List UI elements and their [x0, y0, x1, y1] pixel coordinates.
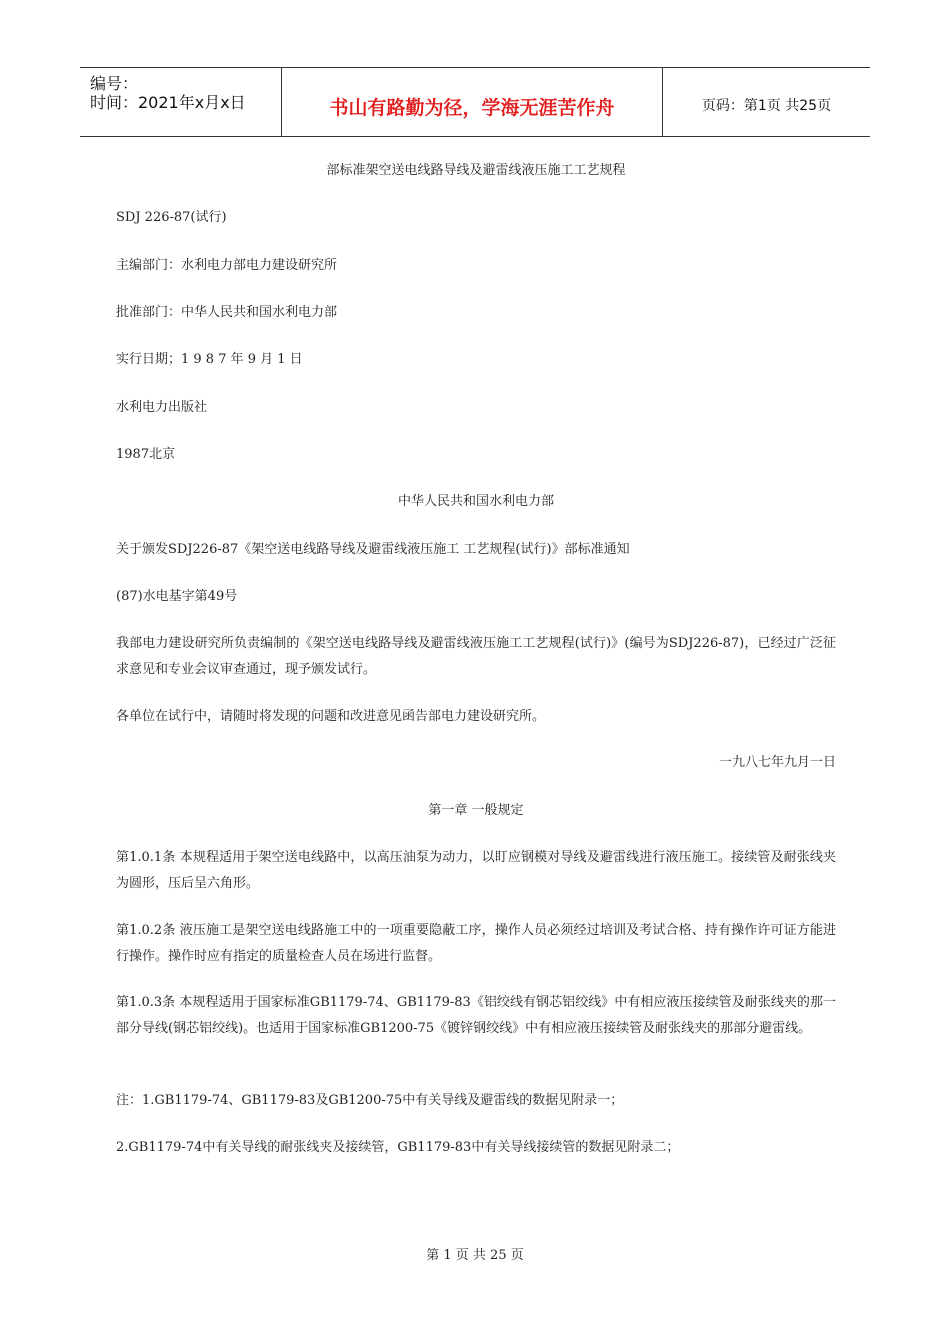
page-header — [80, 67, 870, 137]
article-1-0-1: 第1.0.1条 本规程适用于架空送电线路中，以高压油泵为动力，以盯应钢模对导线及避雷线进行液压施工。接续管及耐张线夹为圆形，压后呈六角形。 — [116, 850, 836, 891]
standard-code: SDJ 226-87(试行) — [116, 210, 227, 225]
time-label: 时间：2021年x月x日 — [90, 93, 246, 112]
signature-date: 一九八七年九月一日 — [718, 755, 836, 770]
page-info: 页码：第1页 共25页 — [701, 98, 832, 114]
header-meta — [80, 68, 280, 136]
editor-department: 主编部门：水利电力部电力建设研究所 — [116, 258, 338, 273]
approver-department: 批准部门：中华人民共和国水利电力部 — [116, 305, 338, 320]
header-motto-cell — [281, 68, 663, 136]
chapter-heading: 第一章 一般规定 — [428, 803, 524, 818]
article-1-0-2: 第1.0.2条 液压施工是架空送电线路施工中的一项重要隐蔽工序，操作人员必须经过培训及考试合格、持有操作许可证方能进行操作。操作时应有指定的质量检查人员在场进行监督。 — [116, 923, 836, 964]
page-footer: 第 1 页 共 25 页 — [426, 1248, 524, 1263]
motto: 书山有路勤为径，学海无涯苦作舟 — [329, 97, 615, 119]
effective-date: 实行日期；1 9 8 7 年 9 月 1 日 — [116, 352, 303, 367]
header-page-cell — [663, 68, 870, 136]
note-1: 注：1.GB1179-74、GB1179-83及GB1200-75中有关导线及避雷线的数据见附录一； — [116, 1093, 624, 1108]
publisher: 水利电力出版社 — [116, 400, 208, 415]
document-number: (87)水电基字第49号 — [116, 589, 238, 604]
publish-place: 1987北京 — [116, 447, 176, 462]
paragraph-approval: 我部电力建设研究所负责编制的《架空送电线路导线及避雷线液压施工工艺规程(试行)》(编号为SDJ226-87)，已经过广泛征求意见和专业会议审查通过，现予颁发试行。 — [116, 636, 836, 677]
note-2: 2.GB1179-74中有关导线的耐张线夹及接续管，GB1179-83中有关导线接续管的数据见附录二； — [116, 1140, 680, 1155]
paragraph-feedback: 各单位在试行中，请随时将发现的问题和改进意见函告部电力建设研究所。 — [116, 709, 546, 724]
number-label: 编号： — [90, 74, 139, 93]
document-title: 部标准架空送电线路导线及避雷线液压施工工艺规程 — [326, 163, 626, 178]
notice-title: 关于颁发SDJ226-87《架空送电线路导线及避雷线液压施工 工艺规程(试行)》部标准通知 — [116, 542, 630, 557]
article-1-0-3: 第1.0.3条 本规程适用于国家标准GB1179-74、GB1179-83《铝绞线有钢芯铝绞线》中有相应液压接续管及耐张线夹的那一部分导线(钢芯铝绞线)。也适用于国家标准GB1200-75《镀锌钢绞线》中有相应液压接续管及耐张线夹的那部分避雷线。 — [116, 995, 836, 1036]
ministry-heading: 中华人民共和国水利电力部 — [397, 494, 554, 509]
